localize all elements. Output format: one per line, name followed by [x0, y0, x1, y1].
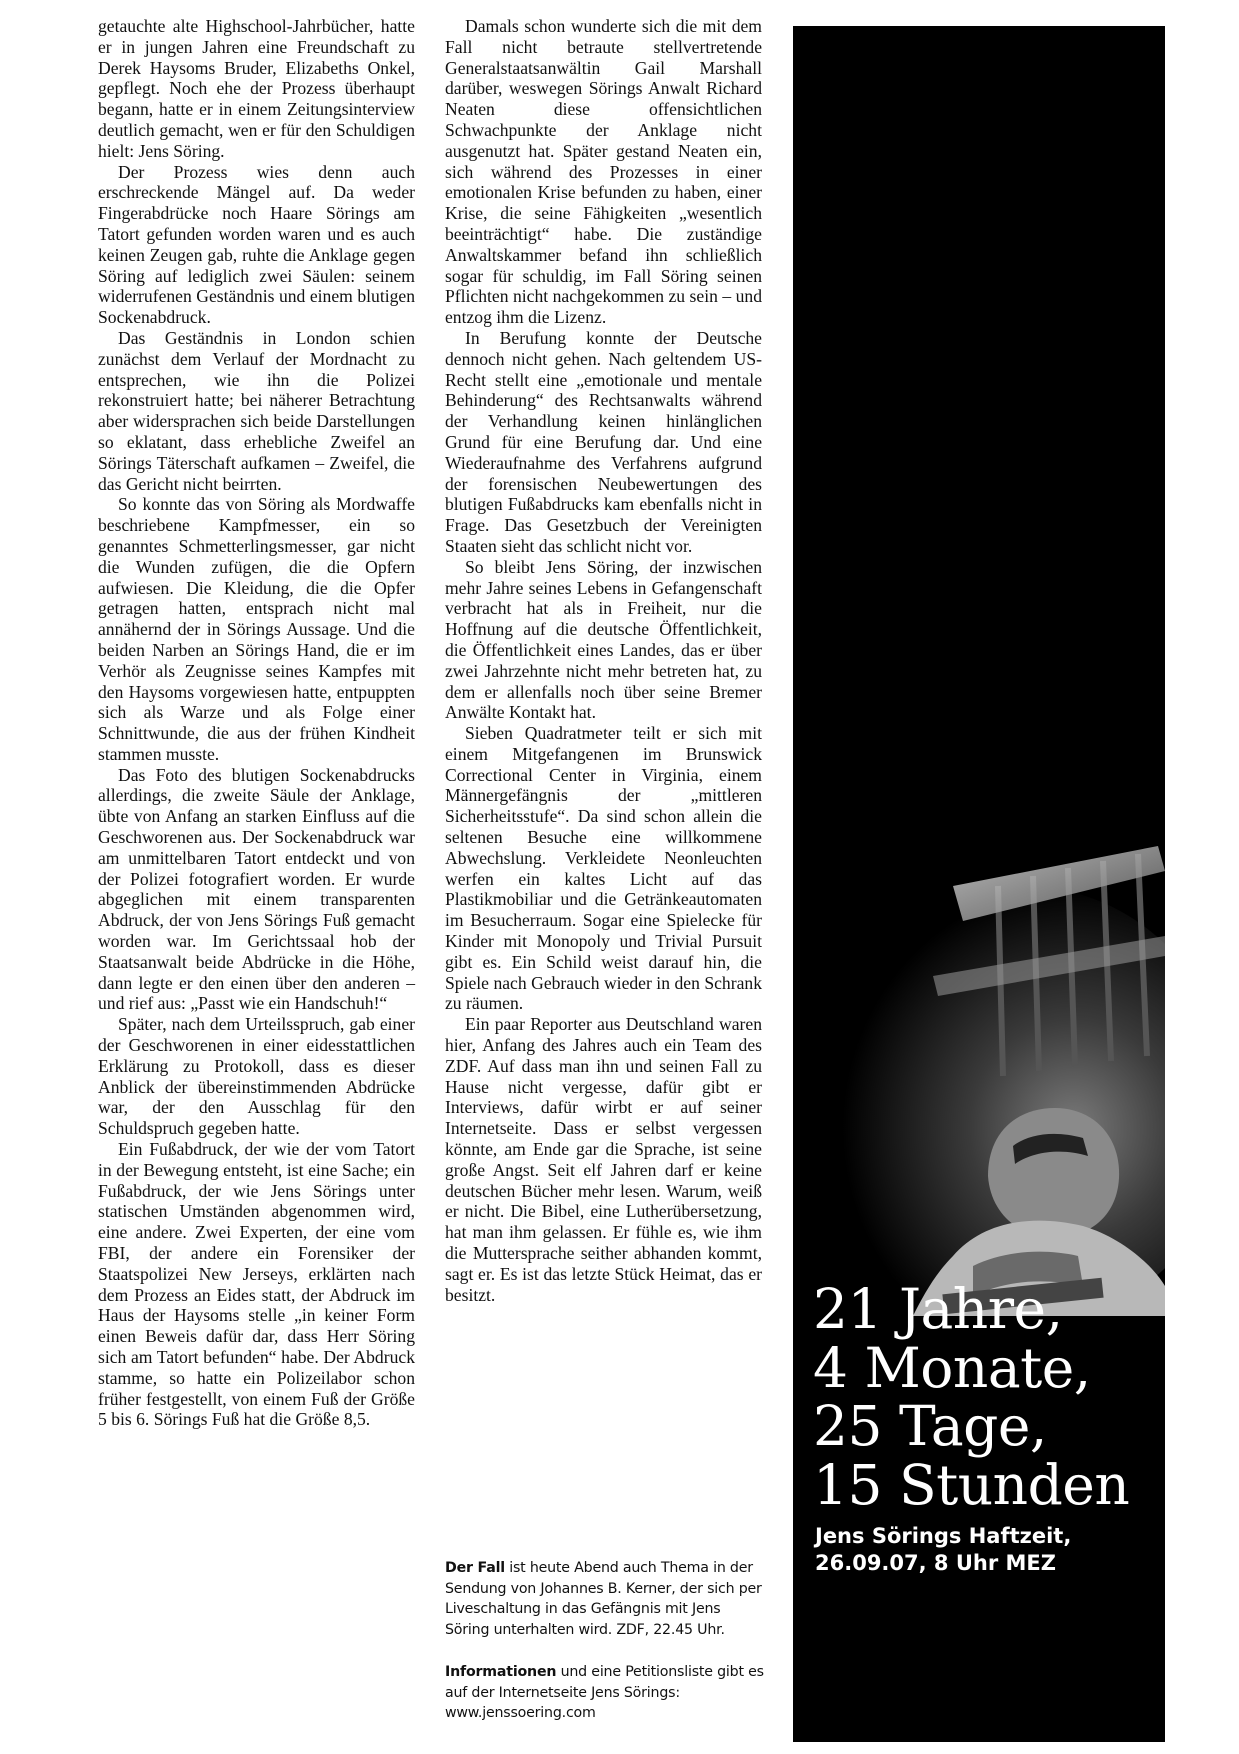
- info-note: [445, 1662, 765, 1724]
- paragraph: getauchte alte Highschool-Jahrbücher, hatte er in jungen Jahren eine Freundschaft zu Derek Haysoms Bruder, Elizabeths Onkel, gepflegt. Noch ehe der Prozess überhaupt begann, hatte er in einem Zeitungsinterview deutlich gemacht, wen er für den Schuldigen hielt: Jens Söring.: [98, 16, 415, 161]
- paragraph: Ein Fußabdruck, der wie der vom Tatort in der Bewegung entsteht, ist eine Sache; ein Fußabdruck, der wie Jens Sörings unter statischen Umständen abgenommen wird, eine andere. Zwei Experten, der eine vom FBI, der andere ein Forensiker der Staatspolizei New Jerseys, erklärten nach dem Prozess an Eides statt, der Abdruck im Haus der Haysoms stelle „in keiner Form einen Beweis dafür dar, dass Herr Söring sich am Tatort befunden“ habe. Der Abdruck stamme, so hatte ein Polizeilabor schon früher festgestellt, von einem Fuß der Größe 5 bis 6. Sörings Fuß hat die Größe 8,5.: [98, 1139, 415, 1430]
- paragraph: Das Geständnis in London schien zunächst dem Verlauf der Mordnacht zu entsprechen, wie ihn die Polizei rekonstruiert hatte; bei näherer Betrachtung aber widersprachen sich beide Darstellungen so eklatant, dass erhebliche Zweifel an Sörings Täterschaft aufkamen – Zweifel, die das Gericht nicht beirrten.: [98, 327, 415, 494]
- caption-line-1: Jens Sörings Haftzeit,: [815, 1524, 1072, 1548]
- photo-panel: [793, 26, 1165, 1742]
- caption-line-2: 26.09.07, 8 Uhr MEZ: [815, 1551, 1056, 1575]
- prisoner-photo: [793, 846, 1165, 1316]
- paragraph: So bleibt Jens Söring, der inzwischen mehr Jahre seines Lebens in Gefangenschaft verbracht hat als in Freiheit, nur die Hoffnung auf die deutsche Öffentlichkeit, die Öffentlichkeit eines Landes, das er über zwei Jahrzehnte nicht mehr betreten hat, zu dem er allenfalls noch über seine Bremer Anwälte Kontakt hat.: [445, 556, 762, 723]
- paragraph: Ein paar Reporter aus Deutschland waren hier, Anfang des Jahres auch ein Team des ZDF. Auf dass man ihn und seinen Fall zu Hause nicht vergesse, dafür gibt er Interviews, dafür wirbt er auf seiner Internetseite. Dass er selbst vergessen könnte, am Ende gar die Sprache, ist seine große Angst. Seit elf Jahren darf er keine deutschen Bücher mehr lesen. Warum, weiß er nicht. Die Bibel, eine Lutherübersetzung, hat man ihm gelassen. Er fühle es, wie ihm die Muttersprache seither abhanden kommt, sagt er. Es ist das letzte Stück Heimat, das er besitzt.: [445, 1014, 762, 1305]
- caption: [815, 1523, 1155, 1577]
- paragraph: Sieben Quadratmeter teilt er sich mit einem Mitgefangenen im Brunswick Correctional Center in Virginia, einem Männergefängnis der „mittleren Sicherheitsstufe“. Da sind schon allein die seltenen Besuche eine willkommene Abwechslung. Verkleidete Neonleuchten werfen ein kaltes Licht auf das Plastikmobiliar und die Getränkeautomaten im Besucherraum. Sogar eine Spielecke für Kinder mit Monopoly und Trivial Pursuit gibt es. Ein Schild weist darauf hin, die Spiele nach Gebrauch wieder in den Schrank zu räumen.: [445, 723, 762, 1014]
- paragraph: Später, nach dem Urteilsspruch, gab einer der Geschworenen in einer eidesstattlichen Erklärung zu Protokoll, dass es dieser Anblick der übereinstimmenden Abdrücke war, der den Ausschlag für den Schuldspruch gegeben hatte.: [98, 1014, 415, 1139]
- headline: [813, 1277, 1163, 1517]
- paragraph: Das Foto des blutigen Sockenabdrucks allerdings, die zweite Säule der Anklage, übte von Anfang an starken Einfluss auf die Geschworenen aus. Der Sockenabdruck war am unmittelbaren Tatort entdeckt und von der Polizei fotografiert worden. Er wurde abgeglichen mit einem transparenten Abdruck, der von Jens Sörings Fuß gemacht worden war. Im Gerichtssaal hob der Staatsanwalt beide Abdrücke in die Höhe, dann legte er den einen über den anderen – und rief aus: „Passt wie ein Handschuh!“: [98, 764, 415, 1014]
- info-note-text: und eine Petitionsliste gibt es auf der Internetseite Jens Sörings: www.jenssoering.com: [445, 1664, 764, 1722]
- info-note-lead: Informationen: [445, 1664, 557, 1680]
- paragraph: So konnte das von Söring als Mordwaffe beschriebene Kampfmesser, ein so genanntes Schmetterlingsmesser, gar nicht die Wunden zufügen, die die Opfern aufwiesen. Die Kleidung, die die Opfer getragen hatten, entsprach nicht mal annähernd der in Sörings Aussage. Und die beiden Narben an Sörings Hand, die er im Verhör als Zeugnisse seines Kampfes mit den Haysoms vorgewiesen hatte, entpuppten sich als Warze und als Folge einer Schnittwunde, die aus der frühen Kindheit stammen musste.: [98, 494, 415, 764]
- article-column-2: [445, 16, 762, 1305]
- headline-months: 4 Monate,: [813, 1335, 1091, 1400]
- article-column-1: [98, 16, 415, 1430]
- tv-note-text: ist heute Abend auch Thema in der Sendung von Johannes B. Kerner, der sich per Liveschaltung in das Gefängnis mit Jens Söring unterhalten wird. ZDF, 22.45 Uhr.: [445, 1560, 762, 1638]
- tv-note-lead: Der Fall: [445, 1560, 505, 1576]
- tv-note: [445, 1558, 765, 1640]
- paragraph: Damals schon wunderte sich die mit dem Fall nicht betraute stellvertretende Generalstaatsanwältin Gail Marshall darüber, weswegen Sörings Anwalt Richard Neaten diese offensichtlichen Schwachpunkte der Anklage nicht ausgenutzt hat. Später gestand Neaten ein, sich während des Prozesses in einer emotionalen Krise befunden zu haben, einer Krise, die seine Fähigkeiten „wesentlich beeinträchtigt“ habe. Die zuständige Anwaltskammer befand ihn schließlich sogar für schuldig, im Fall Söring seinen Pflichten nicht nachgekommen zu sein – und entzog ihm die Lizenz.: [445, 16, 762, 328]
- headline-years: 21 Jahre,: [813, 1277, 1063, 1341]
- paragraph: Der Prozess wies denn auch erschreckende Mängel auf. Da weder Fingerabdrücke noch Haare Sörings am Tatort gefunden worden waren und es auch keinen Zeugen gab, ruhte die Anklage gegen Söring auf lediglich zwei Säulen: seinem widerrufenen Geständnis und einem blutigen Sockenabdruck.: [98, 161, 415, 328]
- headline-days: 25 Tage,: [813, 1394, 1047, 1458]
- paragraph: In Berufung konnte der Deutsche dennoch nicht gehen. Nach geltendem US-Recht stellt eine „emotionale und mentale Behinderung“ des Rechtsanwalts während der Verhandlung keinen hinlänglichen Grund für eine Berufung dar. Und eine Wiederaufnahme des Verfahrens aufgrund der forensischen Neubewertungen des blutigen Fußabdrucks kam ebenfalls nicht in Frage. Das Gesetzbuch der Vereinigten Staaten sieht das schlicht nicht vor.: [445, 327, 762, 556]
- headline-hours: 15 Stunden: [813, 1452, 1130, 1517]
